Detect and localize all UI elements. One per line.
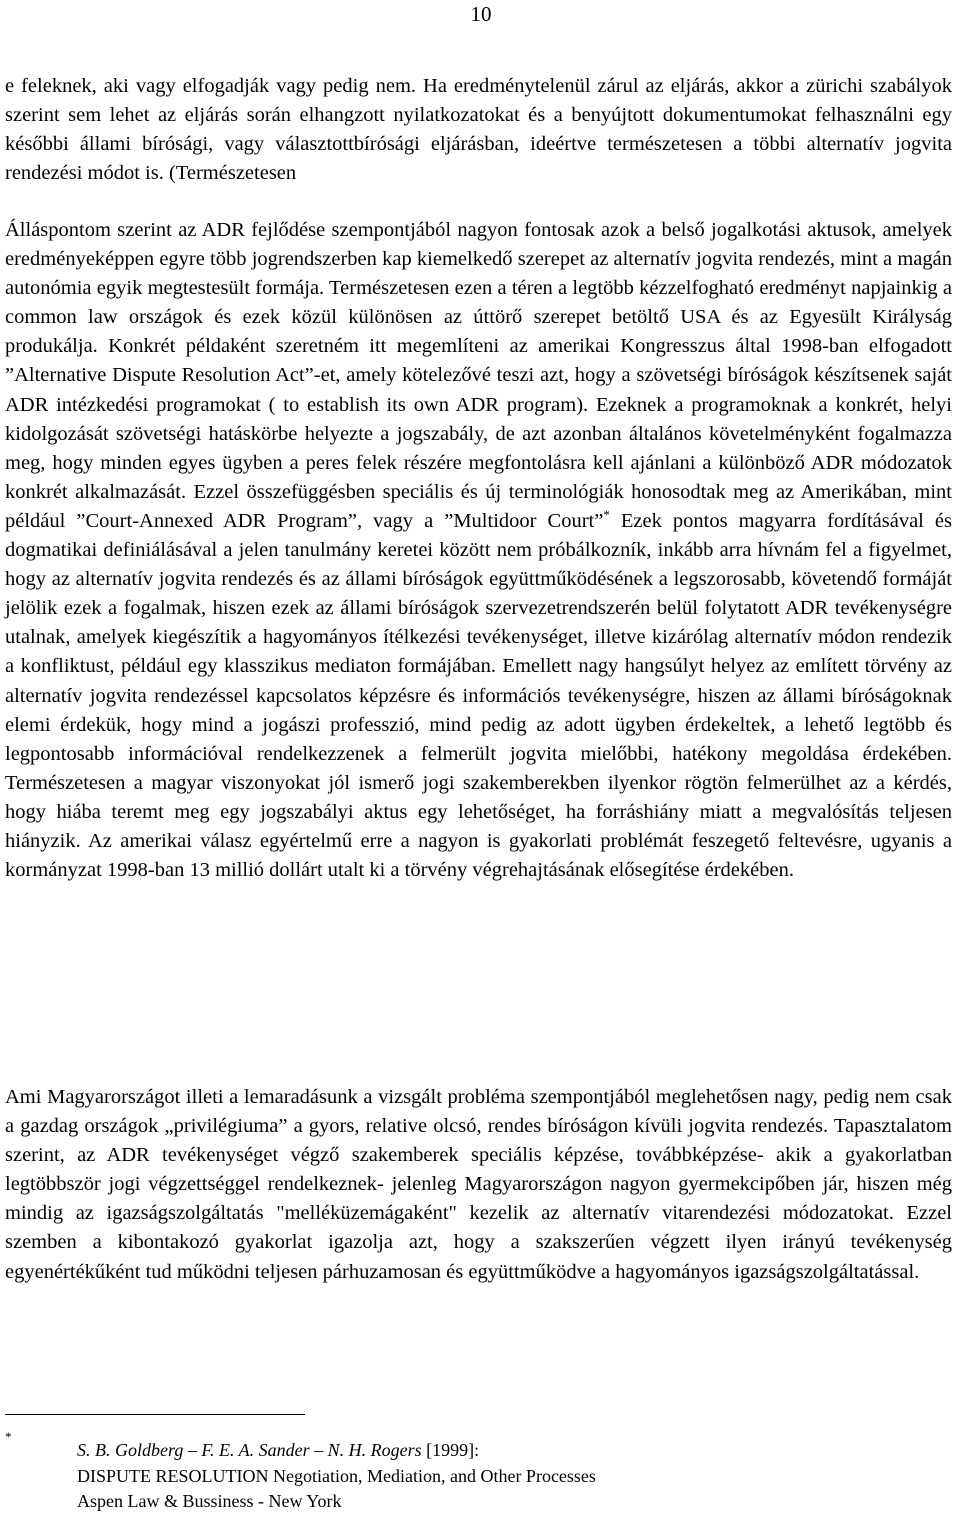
- footnote-authors: S. B. Goldberg – F. E. A. Sander – N. H. Rogers: [77, 1440, 422, 1460]
- paragraph-2-part-1: Álláspontom szerint az ADR fejlődése szempontjából nagyon fontosak azok a belső jogalkotási aktusok, amelyek eredményeképpen egyre több jogrendszerben kap kiemelkedő szerepet az alternatív jogvita rendezés, mint a magán autonómia egyik megtestesült formája. Természetesen ezen a téren a legtöbb kézzelfogható eredményt napjainkig a common law országok és ezek közül különösen az úttörő szerepet betöltő USA és az Egyesült Királyság produkálja. Konkrét példaként szeretném itt megemlíteni az amerikai Kongresszus által 1998-ban elfogadott ”Alternative Dispute Resolution Act”-et, amely kötelezővé teszi azt, hogy a szövetségi bíróságok készítsenek saját ADR intézkedési programokat ( to establish its own ADR program). Ezeknek a programoknak a konkrét, helyi kidolgozását szövetségi hatáskörbe helyezte a jogszabály, de azt azonban általános követelményként fogalmazza meg, hogy minden egyes ügyben a peres felek részére megfontolásra kell ajánlani a különböző ADR módozatok konkrét alkalmazását. Ezzel összefüggésben speciális és új terminológiák honosodtak meg az Amerikában, mint például ”Court-Annexed ADR Program”, vagy a ”Multidoor Court”: [5, 219, 952, 532]
- footnote-mark: *: [5, 1429, 12, 1444]
- footnote-publisher: Aspen Law & Bussiness - New York: [77, 1491, 342, 1511]
- paragraph-1: e feleknek, aki vagy elfogadják vagy pedig nem. Ha eredménytelenül zárul az eljárás, akkor a zürichi szabályok szerint sem lehet az eljárás során elhangzott nyilatkozatokat és a benyújtott dokumentumokat felhasználni egy későbbi állami bírósági, vagy választottbírósági eljárásban, ideértve természetesen a többi alternatív jogvita rendezési módot is. (Természetesen: [5, 75, 952, 185]
- paragraph-2: [5, 216, 952, 885]
- footnote-title: DISPUTE RESOLUTION Negotiation, Mediation, and Other Processes: [77, 1465, 596, 1486]
- footnote-citation: [77, 1438, 897, 1464]
- footnote-reference[interactable]: *: [603, 507, 610, 523]
- paragraph-2-part-2: Ezek pontos magyarra fordításával és dogmatikai definiálásával a jelen tanulmány keretei között nem próbálkozník, inkább arra hívnám fel a figyelmet, hogy az alternatív jogvita rendezés és az állami bíróságok együttműködésének a legszorosabb, követendő formáját jelölik ezek a fogalmak, hiszen ezek az állami bíróságok szervezetrendszerén belül folytatott ADR tevékenységre utalnak, amelyek kiegészítik a hagyományos ítélkezési tevékenységet, illetve kizárólag alternatív módon rendezik a konfliktust, például egy klasszikus mediaton formájában. Emellett nagy hangsúlyt helyez az említett törvény az alternatív jogvita rendezéssel kapcsolatos képzésre és információs tevékenységre, hiszen az állami bíróságoknak elemi érdekük, hogy mind a jogászi professzió, mind pedig az adott ügyben érdekeltek, a lehető legtöbb és legpontosabb információval rendelkezzenek a felmerült jogvita mielőbbi, hatékony megoldása érdekében. Természetesen a magyar viszonyokat jól ismerő jogi szakemberekben ilyenkor rögtön felmerülhet az a kérdés, hogy hiába teremt meg egy jogszabályi aktus egy lehetőséget, ha forráshiány miatt a megvalósítás teljesen hiányzik. Az amerikai válasz egyértelmű erre a nagyon is gyakorlati problémát feszegető feltevésre, ugyanis a kormányzat 1998-ban 13 millió dollárt utalt ki a törvény végrehajtásának elősegítése érdekében.: [5, 509, 952, 882]
- footnote-separator: [5, 1414, 305, 1415]
- footnote-body: [77, 1438, 897, 1515]
- footnote-year: [1999]:: [421, 1440, 480, 1460]
- paragraph-3: Ami Magyarországot illeti a lemaradásunk a vizsgált probléma szempontjából meglehetősen nagy, pedig nem csak a gazdag országok „privilégiuma” a gyors, relative olcsó, rendes bíróságon kívüli jogvita rendezés. Tapasztalatom szerint, az ADR tevékenységet végző szakemberek speciális képzése, továbbképzése- akik a gyakorlatban legtöbbször jogi végzettséggel rendelkeznek- jelenleg Magyarországon nagyon gyermekcipőben jár, hiszen még mindig az igazságszolgáltatás "melléküzemágaként" kezelik az alternatív vitarendezési módozatokat. Ezzel szemben a kibontakozó gyakorlat igazolja azt, hogy a szakszerűen végzett ilyen irányú tevékenység egyenértékűként tud működni teljesen párhuzamosan és együttműködve a hagyományos igazságszolgáltatással.: [5, 1086, 952, 1283]
- page-number: 10: [470, 2, 492, 26]
